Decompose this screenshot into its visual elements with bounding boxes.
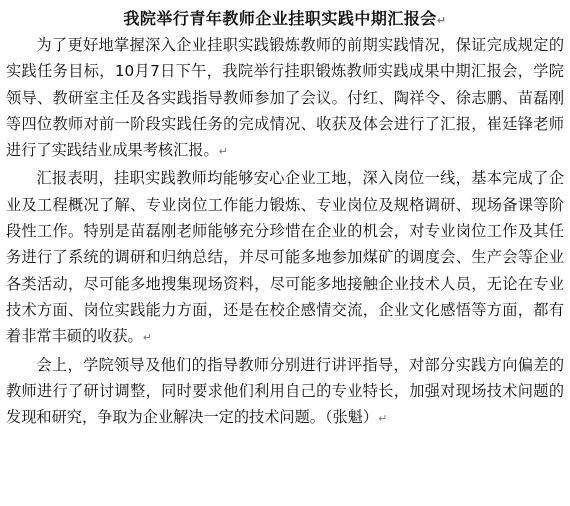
paragraph-1 — [6, 32, 564, 165]
paragraph-3-text: 会上，学院领导及他们的指导教师分别进行讲评指导，对部分实践方向偏差的教师进行了研讨调整，同时要求他们利用自己的专业特长，加强对现场技术问题的发现和研究，争取为企业解决一定的技术问题。（张魁） — [6, 355, 564, 427]
paragraph-1-text: 为了更好地掌握深入企业挂职实践锻炼教师的前期实践情况，保证完成规定的实践任务目标，10月7日下午，我院举行挂职锻炼教师实践成果中期汇报会，学院领导、教研室主任及各实践指导教师参加了会议。付红、陶祥令、徐志鹏、苗磊刚等四位教师对前一阶段实践任务的完成情况、收获及体会进行了汇报，崔廷锋老师进行了实践结业成果考核汇报。 — [6, 36, 564, 160]
paragraph-mark: ↵ — [218, 145, 228, 159]
paragraph-2 — [6, 165, 564, 351]
document-title-text: 我院举行青年教师企业挂职实践中期汇报会 — [123, 9, 437, 28]
paragraph-mark: ↵ — [142, 331, 152, 345]
paragraph-2-text: 汇报表明，挂职实践教师均能够安心企业工地，深入岗位一线，基本完成了企业及工程概况了解、专业岗位工作能力锻炼、专业岗位及规格调研、现场备课等阶段性工作。特别是苗磊刚老师能够充分珍惜在企业的机会，对专业岗位工作及其任务进行了系统的调研和归纳总结，并尽可能多地参加煤矿的调度会、生产会等企业各类活动，尽可能多地搜集现场资料，尽可能多地接触企业技术人员，无论在专业技术方面、岗位实践能力方面，还是在校企感情交流，企业文化感悟等方面，都有着非常丰硕的收获。 — [6, 169, 564, 346]
paragraph-mark: ↵ — [436, 14, 447, 27]
document-title — [6, 6, 564, 32]
paragraph-mark: ↵ — [378, 412, 388, 426]
paragraph-3 — [6, 352, 564, 433]
